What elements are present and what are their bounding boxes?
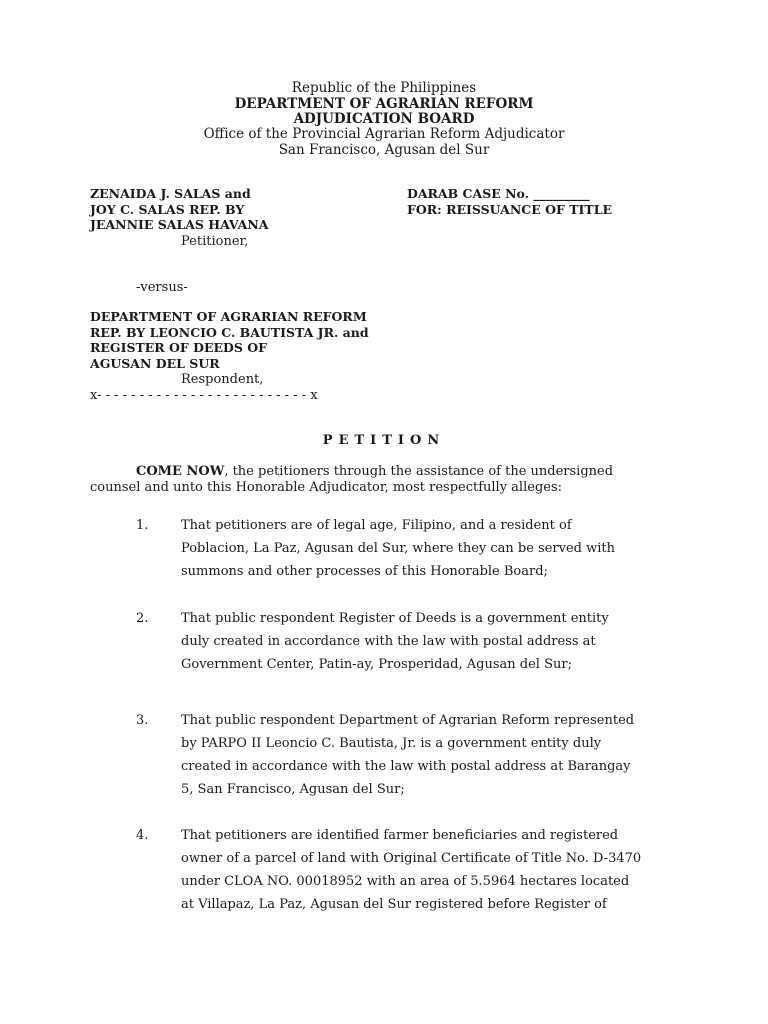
board-title: ADJUDICATION BOARD [293, 111, 475, 127]
respondent-name-3: REGISTER OF DEEDS OF [90, 340, 268, 355]
caption-separator: x- - - - - - - - - - - - - - - - - - - - - - - - - x [90, 388, 318, 403]
paragraph-2 [181, 607, 678, 676]
paragraph-4 [181, 824, 678, 916]
paragraph-number-1: 1. [136, 518, 149, 533]
paragraph-number-4: 4. [136, 828, 149, 843]
paragraph-1 [181, 514, 678, 583]
respondent-name-1: DEPARTMENT OF AGRARIAN REFORM [90, 309, 367, 324]
paragraph-4-line-1: That petitioners are identified farmer beneficiaries and registered [181, 828, 619, 843]
paragraph-1-line-1: That petitioners are of legal age, Filipino, and a resident of [181, 518, 572, 533]
versus-label: -versus- [136, 280, 188, 295]
paragraph-number-3: 3. [136, 713, 149, 728]
paragraph-1-line-3: summons and other processes of this Honorable Board; [181, 564, 548, 579]
paragraph-1-line-2: Poblacion, La Paz, Agusan del Sur, where they can be served with [181, 541, 616, 556]
paragraph-3-line-4: 5, San Francisco, Agusan del Sur; [181, 782, 405, 797]
paragraph-4-line-2: owner of a parcel of land with Original Certificate of Title No. D-3470 [181, 851, 642, 866]
intro-line-2: counsel and unto this Honorable Adjudicator, most respectfully alleges: [90, 480, 563, 495]
paragraph-2-line-1: That public respondent Register of Deeds is a government entity [181, 611, 609, 626]
paragraph-number-2: 2. [136, 611, 149, 626]
petitioner-name-2: JOY C. SALAS REP. BY [90, 202, 245, 217]
respondent-name-2: REP. BY LEONCIO C. BAUTISTA JR. and [90, 325, 369, 340]
paragraph-2-line-3: Government Center, Patin-ay, Prosperidad, Agusan del Sur; [181, 657, 572, 672]
petitioner-name-3: JEANNIE SALAS HAVANA [90, 217, 269, 232]
case-number: DARAB CASE No. _________ [407, 186, 590, 201]
case-subject: FOR: REISSUANCE OF TITLE [407, 202, 613, 217]
petitioner-label: Petitioner, [181, 234, 249, 249]
respondent-label: Respondent, [181, 372, 264, 387]
petition-title: PETITION [322, 433, 446, 448]
intro-lead: COME NOW [136, 464, 225, 479]
intro-rest: , the petitioners through the assistance of the undersigned [224, 464, 614, 479]
paragraph-4-line-4: at Villapaz, La Paz, Agusan del Sur registered before Register of [181, 897, 607, 912]
paragraph-3-line-1: That public respondent Department of Agrarian Reform represented [181, 713, 635, 728]
paragraph-3 [181, 709, 678, 801]
paragraph-3-line-2: by PARPO II Leoncio C. Bautista, Jr. is a government entity duly [181, 736, 602, 751]
petitioner-name-1: ZENAIDA J. SALAS and [90, 186, 251, 201]
office-line: Office of the Provincial Agrarian Reform Adjudicator [203, 126, 565, 142]
location-line: San Francisco, Agusan del Sur [278, 142, 490, 158]
paragraph-3-line-3: created in accordance with the law with postal address at Barangay [181, 759, 631, 774]
department-title: DEPARTMENT OF AGRARIAN REFORM [234, 96, 534, 112]
republic-line: Republic of the Philippines [291, 80, 477, 96]
respondent-name-4: AGUSAN DEL SUR [90, 356, 220, 371]
paragraph-4-line-3: under CLOA NO. 00018952 with an area of 5.5964 hectares located [181, 874, 630, 889]
intro-line-1 [136, 464, 613, 480]
paragraph-2-line-2: duly created in accordance with the law with postal address at [181, 634, 596, 649]
